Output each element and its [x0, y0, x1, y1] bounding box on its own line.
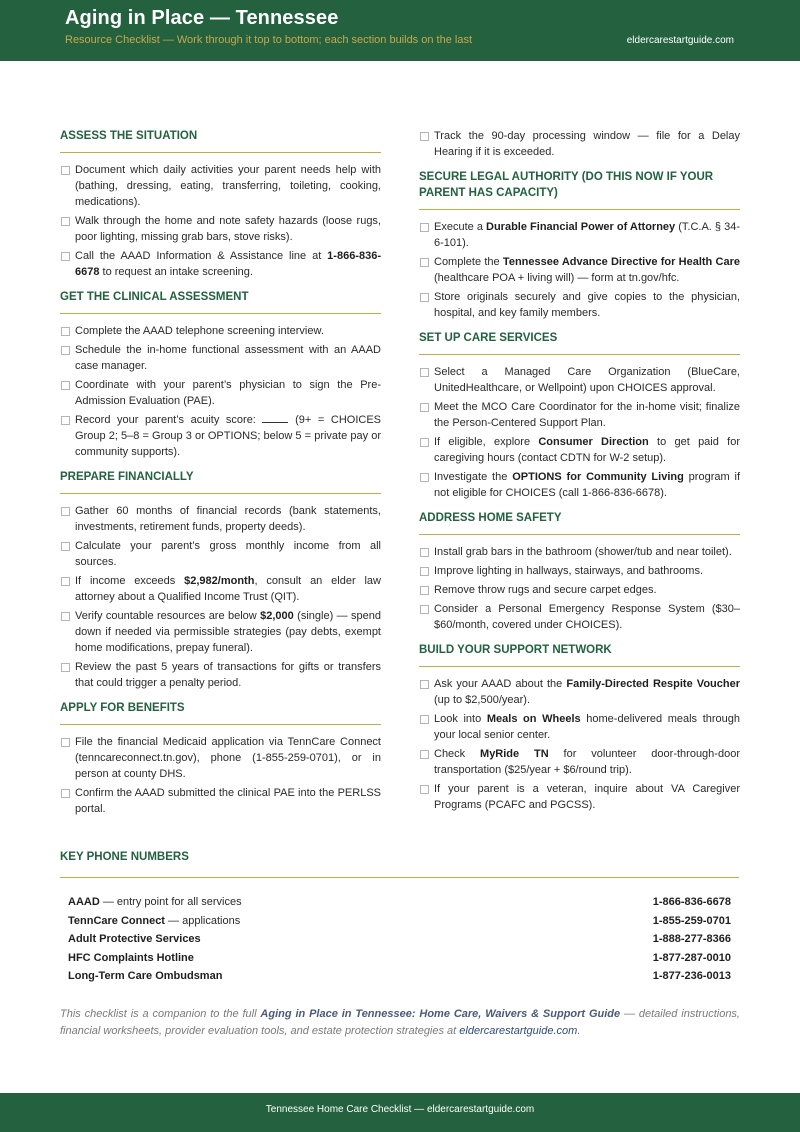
checklist-item: If eligible, explore Consumer Direction to get paid for caregiving hours (contact CDTN for W-2 setup). — [419, 434, 740, 466]
checkbox[interactable] — [61, 166, 70, 175]
checkbox[interactable] — [420, 605, 429, 614]
checkbox[interactable] — [61, 346, 70, 355]
checklist-item: Install grab bars in the bathroom (shower/tub and near toilet). — [419, 544, 740, 560]
checklist-item: Investigate the OPTIONS for Community Living program if not eligible for CHOICES (call 1-866-836-6678). — [419, 469, 740, 501]
checkbox[interactable] — [61, 381, 70, 390]
checklist-item: Document which daily activities your parent needs help with (bathing, dressing, eating, transferring, toileting, cooking, medications). — [60, 162, 381, 210]
checkbox[interactable] — [420, 438, 429, 447]
checklist-item: Track the 90-day processing window — file for a Delay Hearing if it is exceeded. — [419, 128, 740, 160]
checklist-item: Complete the Tennessee Advance Directive for Health Care (healthcare POA + living will) — form at tn.gov/hfc. — [419, 254, 740, 286]
phone-number[interactable]: 1-866-836-6678 — [652, 896, 731, 908]
checklist-item: Review the past 5 years of transactions for gifts or transfers that could trigger a penalty period. — [60, 659, 381, 691]
companion-note: This checklist is a companion to the full Aging in Place in Tennessee: Home Care, Waivers & Support Guide — detailed instructions, financial worksheets, provider evaluation tools, and estate protection strategies at eldercarestartguide.com. — [60, 1008, 740, 1037]
checklist-item: Coordinate with your parent’s physician to sign the Pre-Admission Evaluation (PAE). — [60, 377, 381, 409]
checklist-item: Call the AAAD Information & Assistance line at 1-866-836-6678 to request an intake screening. — [60, 248, 381, 280]
section-title-care: SET UP CARE SERVICES — [419, 330, 740, 355]
checkbox[interactable] — [61, 416, 70, 425]
checklist-item: Confirm the AAAD submitted the clinical PAE into the PERLSS portal. — [60, 785, 381, 817]
page-footer — [0, 1093, 800, 1132]
section-care — [419, 330, 740, 501]
checkbox[interactable] — [61, 327, 70, 336]
checklist-item: Meet the MCO Care Coordinator for the in-home visit; finalize the Person-Centered Support Plan. — [419, 399, 740, 431]
header-site-link[interactable]: eldercarestartguide.com — [626, 35, 734, 46]
section-legal — [419, 169, 740, 321]
checkbox[interactable] — [61, 789, 70, 798]
checklist-item: Schedule the in-home functional assessment with an AAAD case manager. — [60, 342, 381, 374]
phone-row: Adult Protective Services 1-888-277-8366 — [68, 930, 731, 949]
section-clinical — [60, 289, 381, 460]
checklist-item: Remove throw rugs and secure carpet edges. — [419, 582, 740, 598]
checklist-item: Walk through the home and note safety hazards (loose rugs, poor lighting, missing grab bars, stove risks). — [60, 213, 381, 245]
checkbox[interactable] — [420, 586, 429, 595]
phone-number[interactable]: 1-877-236-0013 — [652, 970, 731, 983]
checklist-item: Complete the AAAD telephone screening interview. — [60, 323, 381, 339]
checklist-item: Check MyRide TN for volunteer door-through-door transportation ($25/year + $6/round trip). — [419, 746, 740, 778]
section-title-legal: SECURE LEGAL AUTHORITY (DO THIS NOW IF YOUR PARENT HAS CAPACITY) — [419, 169, 740, 210]
section-safety — [419, 510, 740, 633]
phone-number[interactable]: 1-888-277-8366 — [652, 933, 731, 946]
checkbox[interactable] — [420, 258, 429, 267]
key-phone-numbers — [60, 849, 739, 986]
checklist-item: Consider a Personal Emergency Response System ($30–$60/month, covered under CHOICES). — [419, 601, 740, 633]
checkbox[interactable] — [420, 680, 429, 689]
checkbox[interactable] — [420, 223, 429, 232]
page-subtitle: Resource Checklist — Work through it top to bottom; each section builds on the last — [65, 34, 472, 46]
checklist-item: Calculate your parent’s gross monthly income from all sources. — [60, 538, 381, 570]
phone-number[interactable]: 1-877-287-0010 — [652, 951, 731, 964]
checklist-item: If income exceeds $2,982/month, consult an elder law attorney about a Qualified Income Trust (QIT). — [60, 573, 381, 605]
section-network — [419, 642, 740, 813]
checklist-item: File the financial Medicaid application via TennCare Connect (tenncareconnect.tn.gov), phone (1-855-259-0701), or in person at county DHS. — [60, 734, 381, 782]
section-title-network: BUILD YOUR SUPPORT NETWORK — [419, 642, 740, 667]
right-column — [419, 128, 740, 822]
page-title: Aging in Place — Tennessee — [65, 7, 339, 29]
footer-text: Tennessee Home Care Checklist — eldercarestartguide.com — [265, 1104, 535, 1115]
checkbox[interactable] — [420, 473, 429, 482]
checkbox[interactable] — [420, 567, 429, 576]
checkbox[interactable] — [420, 132, 429, 141]
phone-row: AAAD — entry point for all services 1-866-836-6678 — [68, 893, 731, 912]
checklist-item: Record your parent’s acuity score: (9+ = CHOICES Group 2; 5–8 = Group 3 or OPTIONS; below 5 = private pay or community supports). — [60, 412, 381, 460]
phone-list — [60, 893, 739, 986]
checklist-item: Verify countable resources are below $2,000 (single) — spend down if needed via permissible strategies (pay debts, exempt home modifications, prepay funeral). — [60, 608, 381, 656]
checklist-item: Select a Managed Care Organization (BlueCare, UnitedHealthcare, or Wellpoint) upon CHOICES approval. — [419, 364, 740, 396]
phone-row: TennCare Connect — applications 1-855-259-0701 — [68, 912, 731, 931]
checkbox[interactable] — [420, 403, 429, 412]
checkbox[interactable] — [420, 293, 429, 302]
checkbox[interactable] — [61, 542, 70, 551]
checklist-item: Gather 60 months of financial records (bank statements, investments, retirement funds, property deeds). — [60, 503, 381, 535]
checkbox[interactable] — [420, 548, 429, 557]
section-benefits — [60, 700, 381, 817]
checklist-item: Look into Meals on Wheels home-delivered meals through your local senior center. — [419, 711, 740, 743]
section-title-clinical: GET THE CLINICAL ASSESSMENT — [60, 289, 381, 314]
checkbox[interactable] — [61, 577, 70, 586]
phone-row: Long-Term Care Ombudsman 1-877-236-0013 — [68, 967, 731, 986]
checkbox[interactable] — [420, 368, 429, 377]
page-header — [0, 0, 800, 61]
checkbox[interactable] — [61, 507, 70, 516]
checkbox[interactable] — [420, 750, 429, 759]
checklist-item: Improve lighting in hallways, stairways, and bathrooms. — [419, 563, 740, 579]
section-financial — [60, 469, 381, 691]
phone-number[interactable]: 1-855-259-0701 — [652, 914, 731, 927]
section-title-assess: ASSESS THE SITUATION — [60, 128, 381, 153]
left-column — [60, 128, 381, 826]
checkbox[interactable] — [61, 217, 70, 226]
section-title-phones: KEY PHONE NUMBERS — [60, 849, 739, 878]
checkbox[interactable] — [61, 738, 70, 747]
section-title-safety: ADDRESS HOME SAFETY — [419, 510, 740, 535]
section-benefits-continued — [419, 128, 740, 160]
phone-row: HFC Complaints Hotline 1-877-287-0010 — [68, 949, 731, 968]
checklist-item: Store originals securely and give copies to the physician, hospital, and key family members. — [419, 289, 740, 321]
section-title-benefits: APPLY FOR BENEFITS — [60, 700, 381, 725]
checklist-item: Ask your AAAD about the Family-Directed Respite Voucher (up to $2,500/year). — [419, 676, 740, 708]
checkbox[interactable] — [61, 252, 70, 261]
checkbox[interactable] — [61, 663, 70, 672]
checkbox[interactable] — [61, 612, 70, 621]
acuity-score-blank[interactable] — [262, 413, 288, 423]
checklist-item: Execute a Durable Financial Power of Attorney (T.C.A. § 34-6-101). — [419, 219, 740, 251]
section-title-financial: PREPARE FINANCIALLY — [60, 469, 381, 494]
checklist-item: If your parent is a veteran, inquire about VA Caregiver Programs (PCAFC and PGCSS). — [419, 781, 740, 813]
checkbox[interactable] — [420, 715, 429, 724]
checkbox[interactable] — [420, 785, 429, 794]
section-assess — [60, 128, 381, 280]
guide-link[interactable]: eldercarestartguide.com — [459, 1025, 578, 1037]
